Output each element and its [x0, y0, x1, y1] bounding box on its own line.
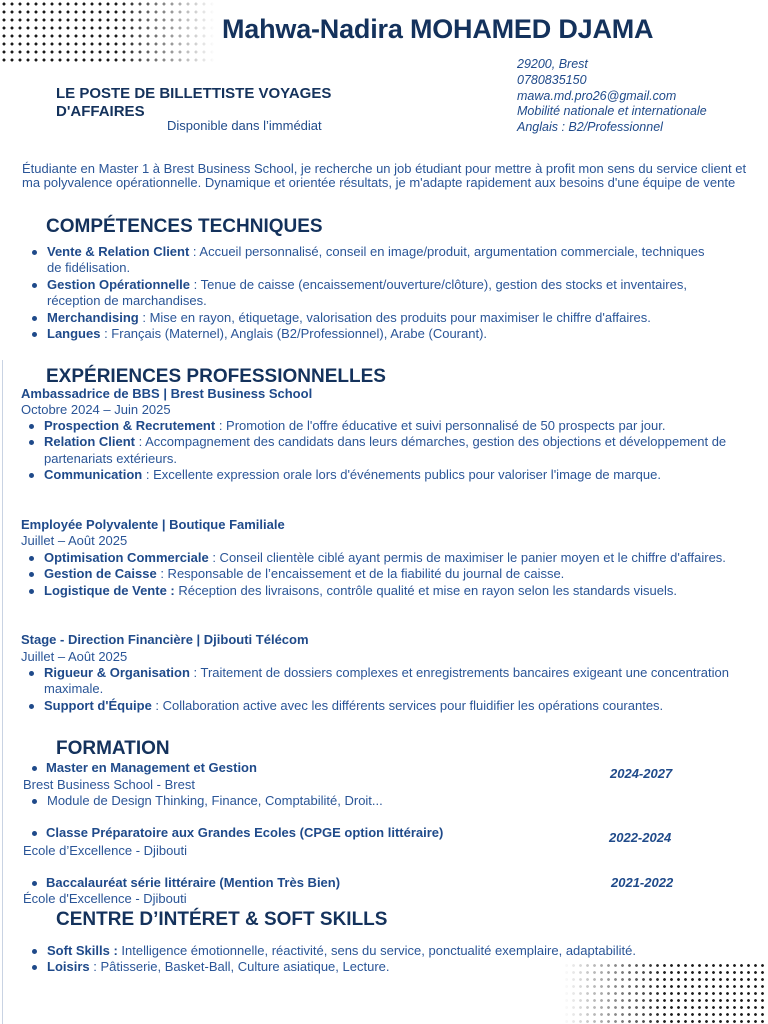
degree-years: 2021-2022: [611, 875, 674, 890]
list-item: [24, 943, 664, 959]
item-label: Relation Client: [44, 434, 136, 450]
item-label: Gestion de Caisse: [44, 566, 157, 582]
list-item: [21, 566, 743, 582]
contact-phone: 0780835150: [517, 72, 587, 87]
section-title-education: FORMATION: [56, 738, 170, 759]
item-text: : Collaboration active avec les différents services pour fluidifier les opérations courantes.: [151, 697, 664, 713]
list-item: [21, 550, 743, 566]
item-label: Loisirs: [47, 959, 90, 975]
section-title-experience: EXPÉRIENCES PROFESSIONNELLES: [46, 366, 386, 387]
item-label: Logistique de Vente :: [44, 582, 175, 598]
item-text: : Conseil clientèle ciblé ayant permis de maximiser le panier moyen et le chiffre d'affaires.: [208, 550, 726, 565]
school-name: Brest Business School - Brest: [23, 777, 195, 792]
item-label: Prospection & Recrutement: [44, 418, 216, 433]
contact-location: 29200, Brest: [517, 57, 588, 71]
list-item: [21, 418, 743, 434]
degree-title: Classe Préparatoire aux Grandes Ecoles (CPGE option littéraire): [24, 825, 443, 841]
item-label: Communication: [44, 467, 143, 483]
item-label: Soft Skills :: [47, 943, 118, 958]
job-dates: Octobre 2024 – Juin 2025: [21, 402, 171, 417]
item-text: : Responsable de l’encaissement et de la fiabilité du journal de caisse.: [156, 566, 565, 582]
contact-english: Anglais : B2/Professionnel: [517, 120, 663, 135]
item-label: Optimisation Commerciale: [44, 550, 209, 565]
item-text: : Excellente expression orale lors d'événements publics pour valoriser l'image de marque.: [142, 467, 661, 483]
item-text: Réception des livraisons, contrôle qualité et mise en rayon selon les standards visuels.: [174, 582, 677, 598]
contact-email: mawa.md.pro26@gmail.com: [517, 88, 677, 103]
list-item: [21, 698, 756, 714]
contact-mobility: Mobilité nationale et internationale: [517, 104, 707, 119]
list-item: [21, 665, 756, 698]
list-item: [24, 959, 664, 975]
availability: Disponible dans l’immédiat: [167, 118, 322, 133]
degree-years: 2022-2024: [609, 830, 672, 845]
item-text: : Mise en rayon, étiquetage, valorisation des produits pour maximiser le chiffre d'affaires.: [138, 309, 651, 325]
item-label: Gestion Opérationnelle: [47, 276, 191, 292]
list-item: [21, 434, 743, 467]
list-item: [24, 310, 714, 326]
item-text: : Pâtisserie, Basket-Ball, Culture asiatique, Lecture.: [89, 959, 390, 975]
section-title-skills: COMPÉTENCES TECHNIQUES: [46, 216, 323, 237]
list-item: Module de Design Thinking, Finance, Comptabilité, Droit...: [24, 793, 624, 809]
job-bullets: [21, 418, 743, 484]
list-item: [24, 277, 714, 310]
candidate-name: Mahwa-Nadira MOHAMED DJAMA: [222, 14, 654, 44]
degree-years: 2024-2027: [610, 766, 673, 781]
skills-list: [24, 244, 714, 342]
degree-detail-list: [24, 793, 624, 809]
item-label: Rigueur & Organisation: [44, 665, 190, 680]
school-name: Ecole d’Excellence - Djibouti: [23, 843, 188, 858]
item-label: Vente & Relation Client: [47, 244, 190, 259]
list-item: [21, 583, 743, 599]
item-label: Merchandising: [47, 309, 139, 325]
item-label: Langues: [47, 326, 101, 342]
section-title-interests: CENTRE D’INTÉRET & SOFT SKILLS: [56, 909, 388, 930]
contact-block: [517, 57, 707, 136]
item-label: Support d'Équipe: [44, 697, 152, 713]
job-heading: Employée Polyvalente | Boutique Familiale: [21, 517, 285, 532]
list-item: [24, 326, 714, 342]
job-bullets: [21, 550, 743, 599]
interests-list: [24, 943, 664, 976]
degree-title: Baccalauréat série littéraire (Mention Très Bien): [24, 875, 340, 891]
item-text: : Français (Maternel), Anglais (B2/Professionnel), Arabe (Courant).: [100, 326, 488, 342]
item-text: : Traitement de dossiers complexes et enregistrements bancaires exigeant une concentration maximale.: [44, 665, 729, 697]
job-heading: Ambassadrice de BBS | Brest Business School: [21, 386, 313, 401]
school-name: École d'Excellence - Djibouti: [23, 891, 187, 906]
job-dates: Juillet – Août 2025: [21, 649, 128, 664]
degree-title: Master en Management et Gestion: [24, 760, 257, 776]
item-text: : Accompagnement des candidats dans leurs démarches, gestion des objections et développement de partenariats extérieurs.: [44, 434, 727, 466]
job-dates: Juillet – Août 2025: [21, 533, 128, 548]
left-border-line: [2, 360, 3, 1024]
job-heading: Stage - Direction Financière | Djibouti Télécom: [21, 632, 309, 647]
item-text: : Promotion de l'offre éducative et suivi personnalisé de 50 prospects par jour.: [215, 418, 666, 433]
item-text: Intelligence émotionnelle, réactivité, sens du service, ponctualité exemplaire, adaptabilité.: [117, 943, 636, 958]
job-bullets: [21, 665, 756, 714]
intro-paragraph: Étudiante en Master 1 à Brest Business School, je recherche un job étudiant pour mettre à profit mon sens du service client et ma polyvalence opérationnelle. Dynamique et orientée résultats, je m'adapte rapidement aux besoins d'une équipe de vente: [22, 161, 747, 190]
list-item: [24, 244, 714, 277]
item-text: : Accueil personnalisé, conseil en image/produit, argumentation commerciale, techniques de fidélisation.: [47, 244, 705, 276]
item-text: : Tenue de caisse (encaissement/ouverture/clôture), gestion des stocks et inventaires, réception de marchandises.: [47, 276, 687, 309]
job-title: LE POSTE DE BILLETTISTE VOYAGES D'AFFAIRES: [56, 85, 332, 120]
list-item: [21, 467, 743, 483]
decorative-dots-top-left: [0, 0, 215, 62]
